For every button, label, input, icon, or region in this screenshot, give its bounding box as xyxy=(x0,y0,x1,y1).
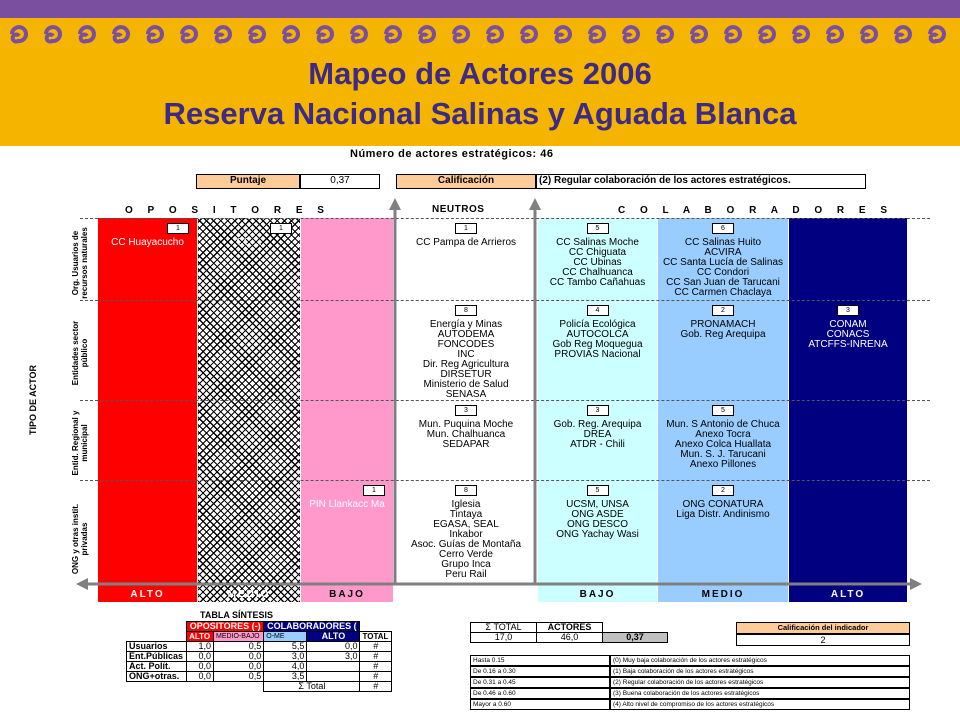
synth-table xyxy=(126,621,392,692)
actor-name: Anexo Colca Huallata xyxy=(674,439,772,450)
actor-count-box: 1 xyxy=(363,485,385,496)
synth-sub-op-1: MEDIO-BAJO xyxy=(214,632,264,642)
scale-description: (0) Muy baja colaboración de los actores estratégicos xyxy=(610,655,910,666)
totals-table xyxy=(470,622,668,643)
synth-sum-value: # xyxy=(360,682,392,692)
synth-row-value: 3,5 xyxy=(264,672,307,682)
actor-name: DIRSETUR xyxy=(440,369,492,380)
actor-name: Asoc. Guías de Montaña xyxy=(410,539,522,550)
synth-sum-label: Σ Total xyxy=(264,682,360,692)
synth-row-value: 0,0 xyxy=(187,652,214,662)
actor-name: Anexo Pillones xyxy=(689,459,757,470)
scale-range: Mayor a 0.60 xyxy=(470,699,610,710)
actor-name: CC Chiguata xyxy=(568,247,627,258)
actor-name: DREA xyxy=(583,429,612,440)
synth-op-header: OPOSITORES (-) xyxy=(187,622,264,632)
actor-name: Mun. Chalhuanca xyxy=(426,429,506,440)
bottom-label-medio-col: MEDIO xyxy=(658,588,788,602)
swirl-border xyxy=(0,14,960,50)
actor-name: CC Ubinas xyxy=(573,257,622,268)
scale-range: De 0.46 a 0.60 xyxy=(470,688,610,699)
actor-count-box: 1 xyxy=(270,223,292,234)
score-label: Puntaje xyxy=(196,174,300,189)
row-label-sector-publico: Entidades sector público xyxy=(71,320,89,386)
actor-name: Mun. Puquina Moche xyxy=(418,419,514,430)
synth-row-label: ONG+otras. xyxy=(127,672,187,682)
actor-name: Gob. Reg. Arequipa xyxy=(553,419,642,430)
actor-count-box: 1 xyxy=(167,223,189,234)
actor-name: CC Santa Lucía de Salinas xyxy=(662,257,784,268)
actor-name: ACVIRA xyxy=(704,247,742,258)
synth-row-value xyxy=(307,672,360,682)
score-value: 0,37 xyxy=(300,174,380,189)
actor-count-box: 3 xyxy=(837,305,859,316)
synth-row-value: 0,5 xyxy=(214,672,264,682)
actor-count-box: 6 xyxy=(712,223,734,234)
totals-h1: Σ TOTAL xyxy=(471,623,537,633)
row-label-ong-privadas: ONG y otras instit. privadas xyxy=(71,503,89,575)
bottom-label-bajo-col: BAJO xyxy=(538,588,657,602)
actor-name: Mun. S. J. Tarucani xyxy=(680,449,766,460)
scale-description: (1) Baja colaboración de los actores estratégicos xyxy=(610,666,910,677)
bottom-label-bajo-op: BAJO xyxy=(301,588,393,602)
scale-description: (2) Regular colaboración de los actores estratégicos xyxy=(610,677,910,688)
actor-count-box: 3 xyxy=(587,405,609,416)
actor-name: Grupo Inca xyxy=(441,559,491,570)
actor-name: Gob Reg Moquegua xyxy=(552,339,643,350)
header-neutros: NEUTROS xyxy=(432,204,485,215)
axis-label-tipo-actor: TIPO DE ACTOR xyxy=(28,364,39,436)
actor-name: CC ... xyxy=(236,237,262,248)
actor-name: PIN Llankacc Ma xyxy=(309,499,385,510)
actor-name: SEDAPAR xyxy=(442,439,490,450)
actor-name: Energía y Minas xyxy=(429,319,503,330)
totals-v2: 46,0 xyxy=(537,633,603,643)
synth-row-label: Act. Polít. xyxy=(127,662,187,672)
synth-row-value: 0,0 xyxy=(214,652,264,662)
actor-name: AUTODEMA xyxy=(437,329,495,340)
actor-name: CC Chalhuanca xyxy=(562,267,633,278)
actor-count-box: 4 xyxy=(587,305,609,316)
actor-name: Cerro Verde xyxy=(439,549,493,560)
actor-name: CONACS xyxy=(826,329,870,340)
scale-range: De 0.31 a 0.45 xyxy=(470,677,610,688)
actor-name: FONCODES xyxy=(437,339,495,350)
synth-row xyxy=(127,642,392,652)
synth-row xyxy=(127,662,392,672)
actor-name: Iglesia xyxy=(451,499,481,510)
actor-name: Dir. Reg Agricultura xyxy=(422,359,510,370)
actor-name: CC Salinas Huito xyxy=(684,237,762,248)
actor-name: ATCFFS-INRENA xyxy=(808,339,888,350)
indicator-label: Calificación del indicador xyxy=(736,622,910,634)
actor-name: CC Pampa de Arrieros xyxy=(415,237,517,248)
actor-count-box: 2 xyxy=(712,485,734,496)
actor-name: CC Carmen Chaclaya xyxy=(674,287,772,298)
actor-name: EGASA, SEAL xyxy=(433,519,499,530)
synth-row-value: 0,0 xyxy=(187,662,214,672)
bottom-label-medio-op: MEDIO xyxy=(198,588,300,602)
actor-count-box: 8 xyxy=(455,485,477,496)
synth-row-value: 3,0 xyxy=(307,652,360,662)
synth-sub-op-0: ALTO xyxy=(187,632,214,642)
row-separator xyxy=(80,480,930,481)
rating-value: (2) Regular colaboración de los actores estratégicos. xyxy=(536,174,866,189)
synth-row xyxy=(127,652,392,662)
bottom-label-alto-col: ALTO xyxy=(789,588,907,602)
synth-row-value: 1,0 xyxy=(187,642,214,652)
synth-total-header: TOTAL xyxy=(360,632,392,642)
actor-name: Ministerio de Salud xyxy=(423,379,509,390)
column-alto-colaboradores xyxy=(789,218,907,602)
title-line-1: Mapeo de Actores 2006 xyxy=(308,56,652,91)
synth-row-total: # xyxy=(360,662,392,672)
actor-name: Anexo Tocra xyxy=(695,429,751,440)
actor-count-box: 5 xyxy=(587,485,609,496)
scale-description: (3) Buena colaboración de los actores estratégicos xyxy=(610,688,910,699)
actor-name: ONG CONATURA xyxy=(682,499,764,510)
actor-name: Mun. S Antonio de Chuca xyxy=(666,419,780,430)
scale-range: Hasta 0.15 xyxy=(470,655,610,666)
synth-row xyxy=(127,672,392,682)
row-separator xyxy=(80,300,930,301)
scale-range: De 0.16 a 0.30 xyxy=(470,666,610,677)
actor-name: CC San Juan de Tarucani xyxy=(666,277,780,288)
actor-name: Liga Distr. Andinismo xyxy=(676,509,770,520)
actor-name: Policía Ecológica xyxy=(559,319,636,330)
actor-name: CC Salinas Moche xyxy=(556,237,639,248)
synth-row-total: # xyxy=(360,642,392,652)
actor-name: CC Huayacucho xyxy=(111,237,184,248)
column-bajo-opositores xyxy=(301,218,393,602)
actor-name: PRONAMACH xyxy=(690,319,756,330)
synth-sub-col-1: ALTO xyxy=(307,632,360,642)
synth-row-value: 3,0 xyxy=(264,652,307,662)
scale-description: (4) Alto nivel de compromiso de los actores estratégicos xyxy=(610,699,910,710)
actor-name: ATDR - Chili xyxy=(570,439,625,450)
synth-sub-col-0: O-ME xyxy=(264,632,307,642)
rating-label: Calificación xyxy=(396,174,536,189)
column-alto-opositores xyxy=(98,218,197,602)
actor-name: ONG DESCO xyxy=(566,519,629,530)
synth-row-value: 5,5 xyxy=(264,642,307,652)
synth-row-value: 0,0 xyxy=(187,672,214,682)
actor-name: ONG ASDE xyxy=(571,509,624,520)
row-separator xyxy=(80,218,930,219)
title-line-2: Reserva Nacional Salinas y Aguada Blanca xyxy=(163,96,797,131)
actor-name: CC Condori xyxy=(696,267,750,278)
actor-count-box: 1 xyxy=(455,223,477,234)
actor-name: UCSM, UNSA xyxy=(566,499,629,510)
totals-v1: 17,0 xyxy=(471,633,537,643)
actor-count-label: Número de actores estratégicos: 46 xyxy=(350,148,554,160)
bottom-label-alto-op: ALTO xyxy=(98,588,197,602)
totals-v3: 0,37 xyxy=(603,633,668,643)
actor-name: ONG Yachay Wasi xyxy=(556,529,639,540)
header-colaboradores: C O L A B O R A D O R E S xyxy=(618,205,894,216)
row-label-usuarios: Org. Usuarios de recursos naturales xyxy=(71,227,89,299)
synth-title: TABLA SÍNTESIS xyxy=(200,610,274,620)
actor-name: Peru Rail xyxy=(445,569,487,580)
actor-name: Tintaya xyxy=(449,509,483,520)
actor-name: Inkabor xyxy=(449,529,483,540)
header-opositores: O P O S I T O R E S xyxy=(125,205,330,216)
synth-row-value: 4,0 xyxy=(264,662,307,672)
indicator-value: 2 xyxy=(736,634,910,646)
actor-count-box: 8 xyxy=(455,305,477,316)
actor-count-box: 3 xyxy=(455,405,477,416)
actor-name: SENASA xyxy=(445,389,487,400)
synth-row-total: # xyxy=(360,652,392,662)
synth-row-label: Usuarios xyxy=(127,642,187,652)
actor-count-box: 2 xyxy=(712,305,734,316)
actor-name: CONAM xyxy=(829,319,867,330)
actor-name: AUTOCOLCA xyxy=(566,329,629,340)
column-medio-opositores xyxy=(198,218,300,602)
synth-row-value: 0,5 xyxy=(214,642,264,652)
synth-row-label: Ent.Públicas xyxy=(127,652,187,662)
synth-row-total: # xyxy=(360,672,392,682)
actor-name: INC xyxy=(457,349,475,360)
synth-row-value: 0,0 xyxy=(214,662,264,672)
actor-name: PROVIAS Nacional xyxy=(554,349,641,360)
actor-count-box: 5 xyxy=(587,223,609,234)
actor-name: Gob. Reg Arequipa xyxy=(680,329,766,340)
row-label-regional-municipal: Entid. Regional y municipal xyxy=(71,410,89,476)
totals-h2: ACTORES xyxy=(537,623,603,633)
actor-name: CC Tambo Cañahuas xyxy=(549,277,646,288)
synth-row-value: 0,0 xyxy=(307,642,360,652)
synth-row-value xyxy=(307,662,360,672)
synth-col-header: COLABORADORES ( xyxy=(264,622,360,632)
actor-count-box: 5 xyxy=(712,405,734,416)
row-separator xyxy=(80,400,930,401)
